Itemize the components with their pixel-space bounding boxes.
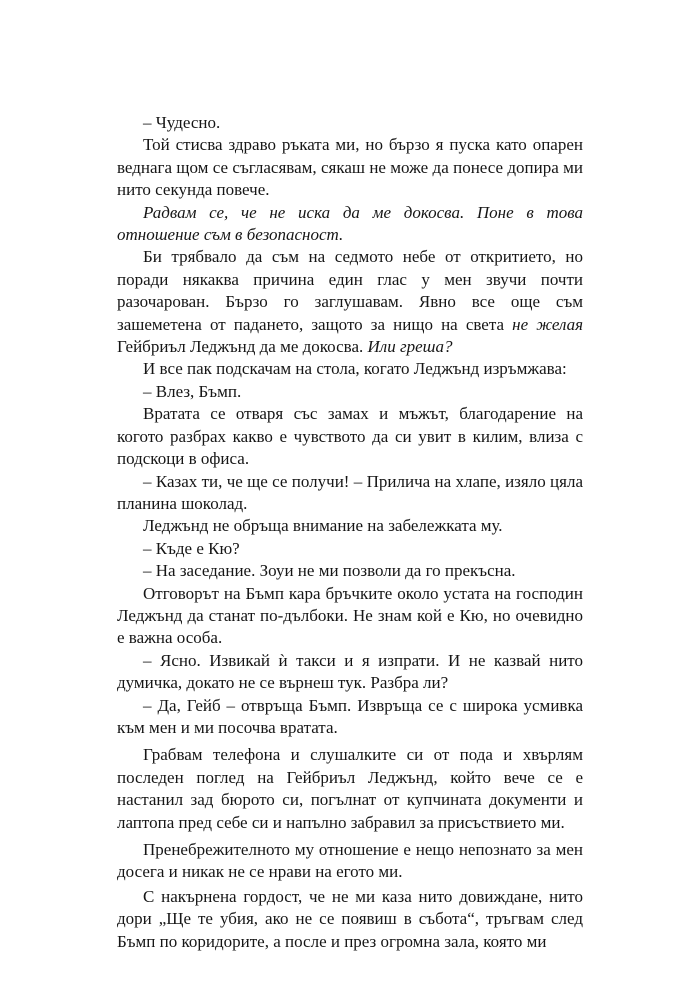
paragraph-10 [117,538,583,560]
text-run: Леджънд не обръща внимание на забележката му. [143,516,503,536]
text-run: – Да, Гейб – отвръща Бъмп. Извръща се с широка усмивка към мен и ми посочва вратата. [117,695,583,737]
paragraph-12 [117,583,583,650]
italic-text-run: Радвам се, че не иска да ме докосва. Поне в това отношение съм в безопасност. [117,202,583,245]
text-run: Грабвам телефона и слушалките си от пода и хвърлям последен поглед на Гейбриъл Леджънд, който вече се е настанил зад бюрото си, погълнат от купчината документи и лаптопа пред себе си и напълно забравил за присъствието ми. [117,745,583,832]
paragraph-1 [117,112,583,134]
text-run: Би трябвало да съм на седмото небе от откритието, но поради някаква причина един глас у мен звучи почти разочарован. Бързо го заглушавам. Явно все още съм зашеметена от падането, защото за нищо на света [117,247,583,334]
paragraph-3 [117,202,583,247]
paragraph-9 [117,515,583,537]
paragraph-6 [117,381,583,403]
paragraph-15 [117,744,583,834]
text-run: – Казах ти, че ще се получи! – Прилича на хлапе, изяло цяла планина шоколад. [117,471,583,513]
paragraph-17 [117,886,583,953]
page-text [117,112,583,953]
paragraph-14 [117,695,583,740]
text-run: И все пак подскачам на стола, когато Леджънд изръмжава: [143,359,567,379]
paragraph-11 [117,560,583,582]
italic-text-run: Или греша? [367,337,453,357]
paragraph-16 [117,839,583,884]
paragraph-7 [117,403,583,470]
text-run: – На заседание. Зоуи не ми позволи да го прекъсна. [143,561,516,581]
paragraph-13 [117,650,583,695]
paragraph-5 [117,358,583,380]
paragraph-4 [117,246,583,358]
text-run: Гейбриъл Леджънд да ме докосва. [117,337,368,357]
italic-text-run: не желая [512,314,583,334]
text-run: – Влез, Бъмп. [143,381,242,401]
text-run: – Чудесно. [143,113,221,132]
text-run: – Къде е Кю? [143,538,240,558]
text-run: – Ясно. Извикай ѝ такси и я изпрати. И не казвай нито думичка, докато не се върнеш тук. Разбра ли? [117,650,583,693]
text-run: Вратата се отваря със замах и мъжът, благодарение на когото разбрах какво е чувството да си увит в килим, влиза с подскоци в офиса. [117,404,583,469]
text-run: Отговорът на Бъмп кара бръчките около устата на господин Леджънд да станат по-дълбоки. Не знам кой е Кю, но очевидно е важна особа. [117,583,583,648]
text-run: Той стисва здраво ръката ми, но бързо я пуска като опарен веднага щом се съгласявам, сякаш не може да понесе допира ми нито секунда повече. [117,135,583,200]
paragraph-8 [117,471,583,516]
paragraph-2 [117,134,583,201]
text-run: С накърнена гордост, че не ми каза нито довиждане, нито дори „Ще те убия, ако не се появиш в събота“, тръгвам след Бъмп по коридорите, а после и през огромна зала, която ми [117,886,583,951]
text-run: Пренебрежителното му отношение е нещо непознато за мен досега и никак не се нрави на егото ми. [117,840,583,882]
